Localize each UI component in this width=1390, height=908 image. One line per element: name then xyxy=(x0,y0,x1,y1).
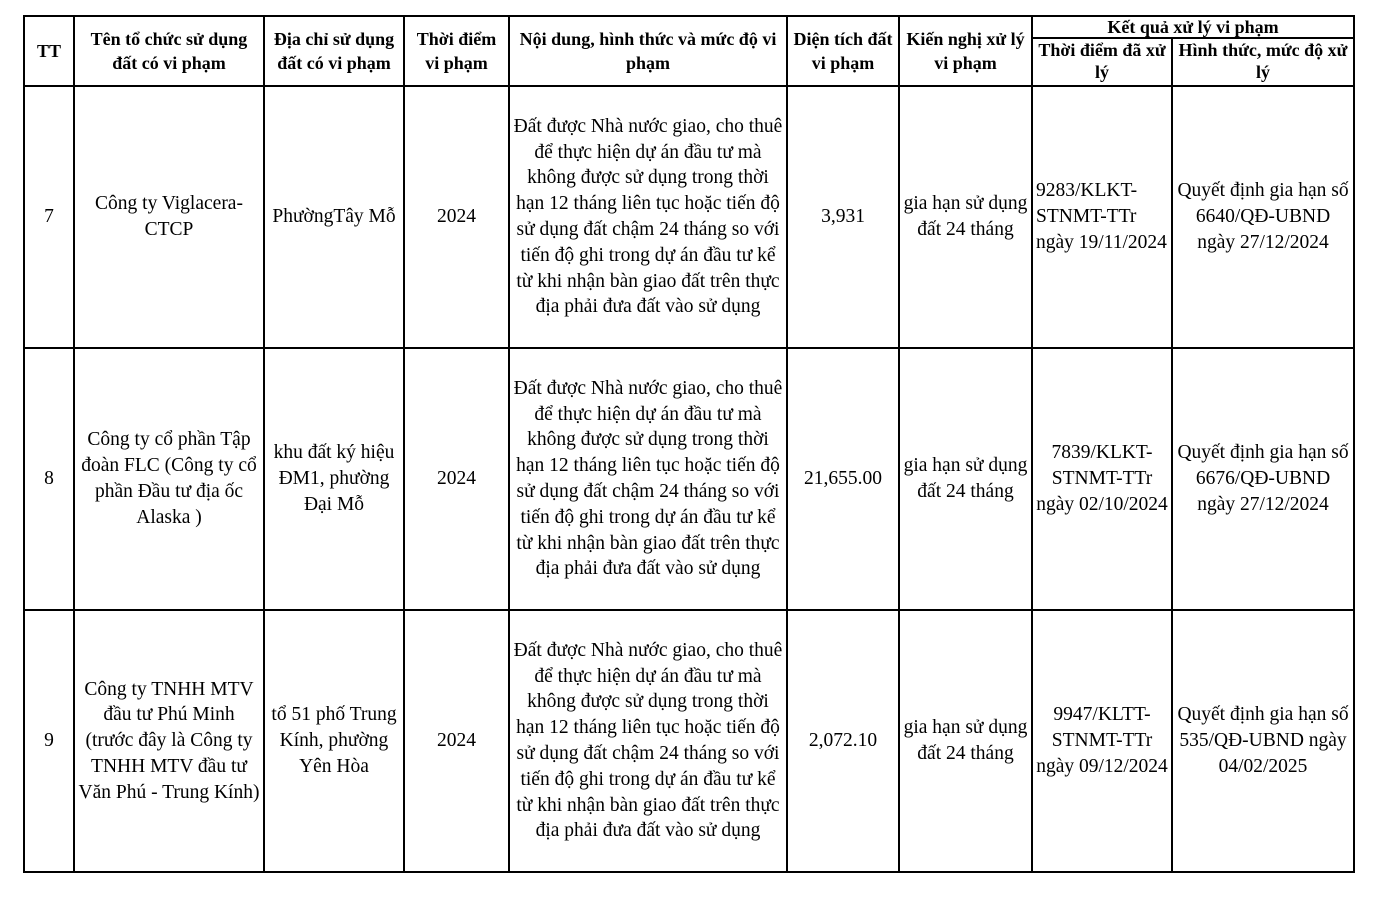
cell-result-time: 9947/KLTT-STNMT-TTr ngày 09/12/2024 xyxy=(1032,610,1172,872)
cell-address: khu đất ký hiệu ĐM1, phường Đại Mỗ xyxy=(264,348,404,610)
cell-area: 21,655.00 xyxy=(787,348,899,610)
table-row xyxy=(24,86,1354,348)
header-area: Diện tích đất vi phạm xyxy=(787,16,899,86)
cell-result-form: Quyết định gia hạn số 6676/QĐ-UBND ngày 27/12/2024 xyxy=(1172,348,1354,610)
cell-time: 2024 xyxy=(404,610,509,872)
cell-proposal: gia hạn sử dụng đất 24 tháng xyxy=(899,610,1032,872)
header-time: Thời điểm vi phạm xyxy=(404,16,509,86)
cell-org: Công ty Viglacera-CTCP xyxy=(74,86,264,348)
header-content: Nội dung, hình thức và mức độ vi phạm xyxy=(509,16,787,86)
cell-content: Đất được Nhà nước giao, cho thuê để thực hiện dự án đầu tư mà không được sử dụng trong thời hạn 12 tháng liên tục hoặc tiến độ sử dụng đất chậm 24 tháng so với tiến độ ghi trong dự án đầu tư kể từ khi nhận bàn giao đất trên thực địa phải đưa đất vào sử dụng xyxy=(509,86,787,348)
cell-tt: 7 xyxy=(24,86,74,348)
cell-result-time: 9283/KLKT-STNMT-TTr ngày 19/11/2024 xyxy=(1032,86,1172,348)
table-row xyxy=(24,610,1354,872)
header-result-time: Thời điểm đã xử lý xyxy=(1032,38,1172,86)
header-proposal: Kiến nghị xử lý vi phạm xyxy=(899,16,1032,86)
cell-content: Đất được Nhà nước giao, cho thuê để thực hiện dự án đầu tư mà không được sử dụng trong thời hạn 12 tháng liên tục hoặc tiến độ sử dụng đất chậm 24 tháng so với tiến độ ghi trong dự án đầu tư kể từ khi nhận bàn giao đất trên thực địa phải đưa đất vào sử dụng xyxy=(509,348,787,610)
cell-result-form: Quyết định gia hạn số 6640/QĐ-UBND ngày 27/12/2024 xyxy=(1172,86,1354,348)
table-row xyxy=(24,348,1354,610)
cell-proposal: gia hạn sử dụng đất 24 tháng xyxy=(899,348,1032,610)
cell-area: 2,072.10 xyxy=(787,610,899,872)
cell-time: 2024 xyxy=(404,86,509,348)
cell-tt: 9 xyxy=(24,610,74,872)
header-row xyxy=(24,16,1354,38)
header-org: Tên tổ chức sử dụng đất có vi phạm xyxy=(74,16,264,86)
cell-address: tổ 51 phố Trung Kính, phường Yên Hòa xyxy=(264,610,404,872)
header-tt: TT xyxy=(24,16,74,86)
cell-org: Công ty cổ phần Tập đoàn FLC (Công ty cổ phần Đầu tư địa ốc Alaska ) xyxy=(74,348,264,610)
cell-result-form: Quyết định gia hạn số 535/QĐ-UBND ngày 04/02/2025 xyxy=(1172,610,1354,872)
cell-area: 3,931 xyxy=(787,86,899,348)
cell-tt: 8 xyxy=(24,348,74,610)
cell-time: 2024 xyxy=(404,348,509,610)
violation-table xyxy=(23,15,1355,873)
cell-org: Công ty TNHH MTV đầu tư Phú Minh (trước đây là Công ty TNHH MTV đầu tư Văn Phú - Trung Kính) xyxy=(74,610,264,872)
cell-content: Đất được Nhà nước giao, cho thuê để thực hiện dự án đầu tư mà không được sử dụng trong thời hạn 12 tháng liên tục hoặc tiến độ sử dụng đất chậm 24 tháng so với tiến độ ghi trong dự án đầu tư kể từ khi nhận bàn giao đất trên thực địa phải đưa đất vào sử dụng xyxy=(509,610,787,872)
header-result-group: Kết quả xử lý vi phạm xyxy=(1032,16,1354,38)
cell-result-time: 7839/KLKT-STNMT-TTr ngày 02/10/2024 xyxy=(1032,348,1172,610)
cell-address: PhườngTây Mỗ xyxy=(264,86,404,348)
cell-proposal: gia hạn sử dụng đất 24 tháng xyxy=(899,86,1032,348)
header-address: Địa chỉ sử dụng đất có vi phạm xyxy=(264,16,404,86)
header-result-form: Hình thức, mức độ xử lý xyxy=(1172,38,1354,86)
